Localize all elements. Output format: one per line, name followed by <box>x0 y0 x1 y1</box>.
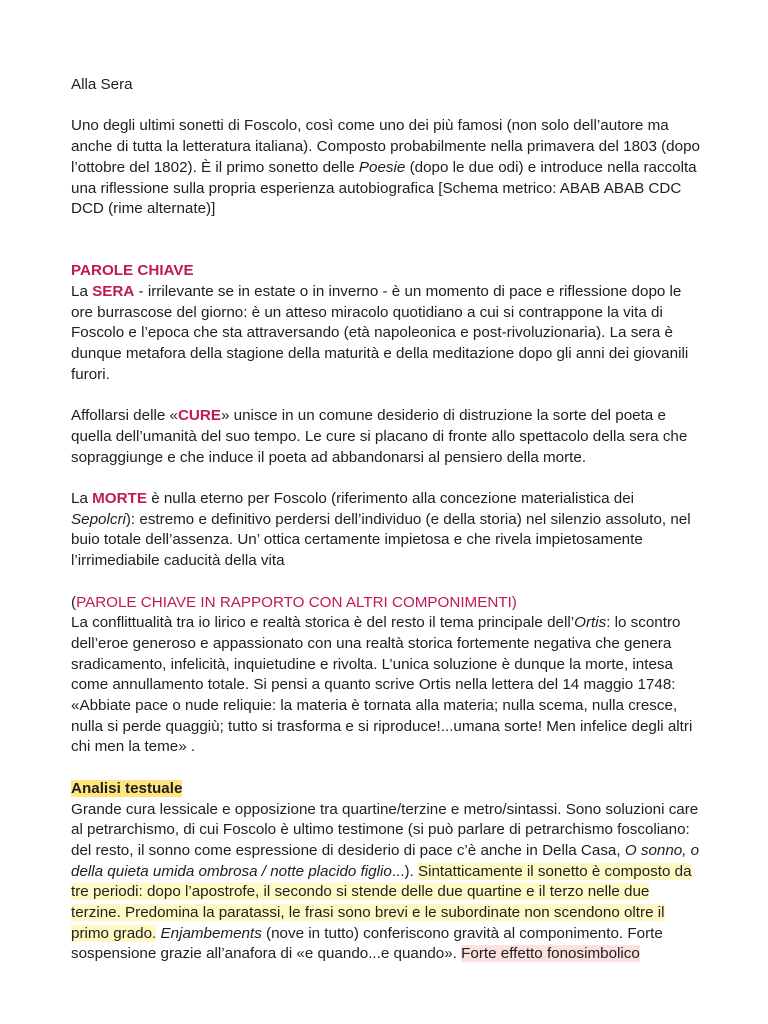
keyword-cure: CURE <box>177 407 221 425</box>
analisi-paragraph: Grande cura lessicale e opposizione tra quartine/terzine e metro/sintassi. Sono soluzioni care al petrarchismo, di cui Foscolo è ultimo testimone (si può parlare di petrarchismo foscoliano: del resto, il sonno come espressione di desiderio di pace c’è anche in Della Casa, O sonno, o della quieta umida ombrosa / notte placido figlio...). Sintatticamente il sonetto è composto da tre periodi: dopo l’apostrofe, il secondo si stende delle due quartine e il terzo nelle due terzine. Predomina la paratassi, le frasi sono brevi e le subordinate non scendono oltre il primo grado. Enjambements (nove in tutto) conferiscono gravità al componimento. Forte sospensione grazie all’anafora di «e quando...e quando». Forte effetto fonosimbolico <box>71 800 700 963</box>
analisi-heading: Analisi testuale <box>71 779 183 797</box>
morte-paragraph: La MORTE è nulla eterno per Foscolo (riferimento alla concezione materialistica dei Sepolcri): estremo e definitivo perdersi dell’individuo (e della storia) nel silenzio assoluto, nel buio totale dell’assenza. Un’ ottica certamente impietosa e che rivela impietosamente l’irrimediabile caducità della vita <box>71 490 691 570</box>
parole-chiave-heading: PAROLE CHIAVE <box>71 262 194 280</box>
poesie-title: Poesie <box>358 158 406 176</box>
keyword-morte: MORTE <box>92 490 147 507</box>
document-title: Alla Sera <box>71 76 133 93</box>
highlight-sintassi: Sintatticamente il sonetto è composto da tre periodi: dopo l’apostrofe, il secondo si stende delle due quartine e il terzo nelle due terzine. Predomina la paratassi, le frasi sono brevi e le subordinate non scendono oltre il primo grado. <box>71 862 692 942</box>
ortis-title: Ortis <box>574 614 607 632</box>
enjambements-term: Enjambements <box>160 924 262 942</box>
rapporto-heading: (PAROLE CHIAVE IN RAPPORTO CON ALTRI COMPONIMENTI) <box>71 593 517 611</box>
highlight-fonosimbolico: Forte effetto fonosimbolico <box>461 945 640 963</box>
rapporto-paragraph: La conflittualità tra io lirico e realtà storica è del resto il tema principale dell’Ortis: lo scontro dell’eroe generoso e appassionato con una realtà storica fortemente negativa che genera sradicamento, infelicità, inquietudine e rivolta. L’unica soluzione è dunque la morte, intesa come annullamento totale. Si pensi a quanto scrive Ortis nella lettera del 14 maggio 1748: «Abbiate pace o nude reliquie: la materia è tornata alla materia; nulla scema, nulla cresce, nulla si perde quaggiù; tutto si trasforma e si riproduce!...umana sorte! Men infelice degli altri chi men la teme» . <box>71 614 693 756</box>
intro-paragraph: Uno degli ultimi sonetti di Foscolo, così come uno dei più famosi (non solo dell’autore ma anche di tutta la letteratura italiana). Composto probabilmente nella primavera del 1803 (dopo l’ottobre del 1802). È il primo sonetto delle Poesie (dopo le due odi) e introduce nella raccolta una riflessione sulla propria esperienza autobiografica [Schema metrico: ABAB ABAB CDC DCD (rime alternate)] <box>71 117 700 218</box>
sepolcri-title: Sepolcri <box>71 510 126 528</box>
document-page <box>71 75 701 965</box>
sera-paragraph: La SERA - irrilevante se in estate o in inverno - è un momento di pace e riflessione dopo le ore burrascose del giorno: è un atteso miracolo quotidiano a cui si contrappone la vita di Foscolo e l’epoca che sta attraversando (età napoleonica e post-rivoluzionaria). La sera è dunque metafora della stagione della maturità e della meditazione dopo gli anni dei giovanili furori. <box>71 283 689 383</box>
della-casa-quote: O sonno, o della quieta umida ombrosa / notte placido figlio <box>71 841 700 880</box>
keyword-sera: SERA <box>92 283 135 300</box>
cure-paragraph: Affollarsi delle «CURE» unisce in un comune desiderio di distruzione la sorte del poeta e quella dell’umanità del suo tempo. Le cure si placano di fronte allo spettacolo della sera che sopraggiunge e che induce il poeta ad abbandonarsi al pensiero della morte. <box>71 407 688 466</box>
